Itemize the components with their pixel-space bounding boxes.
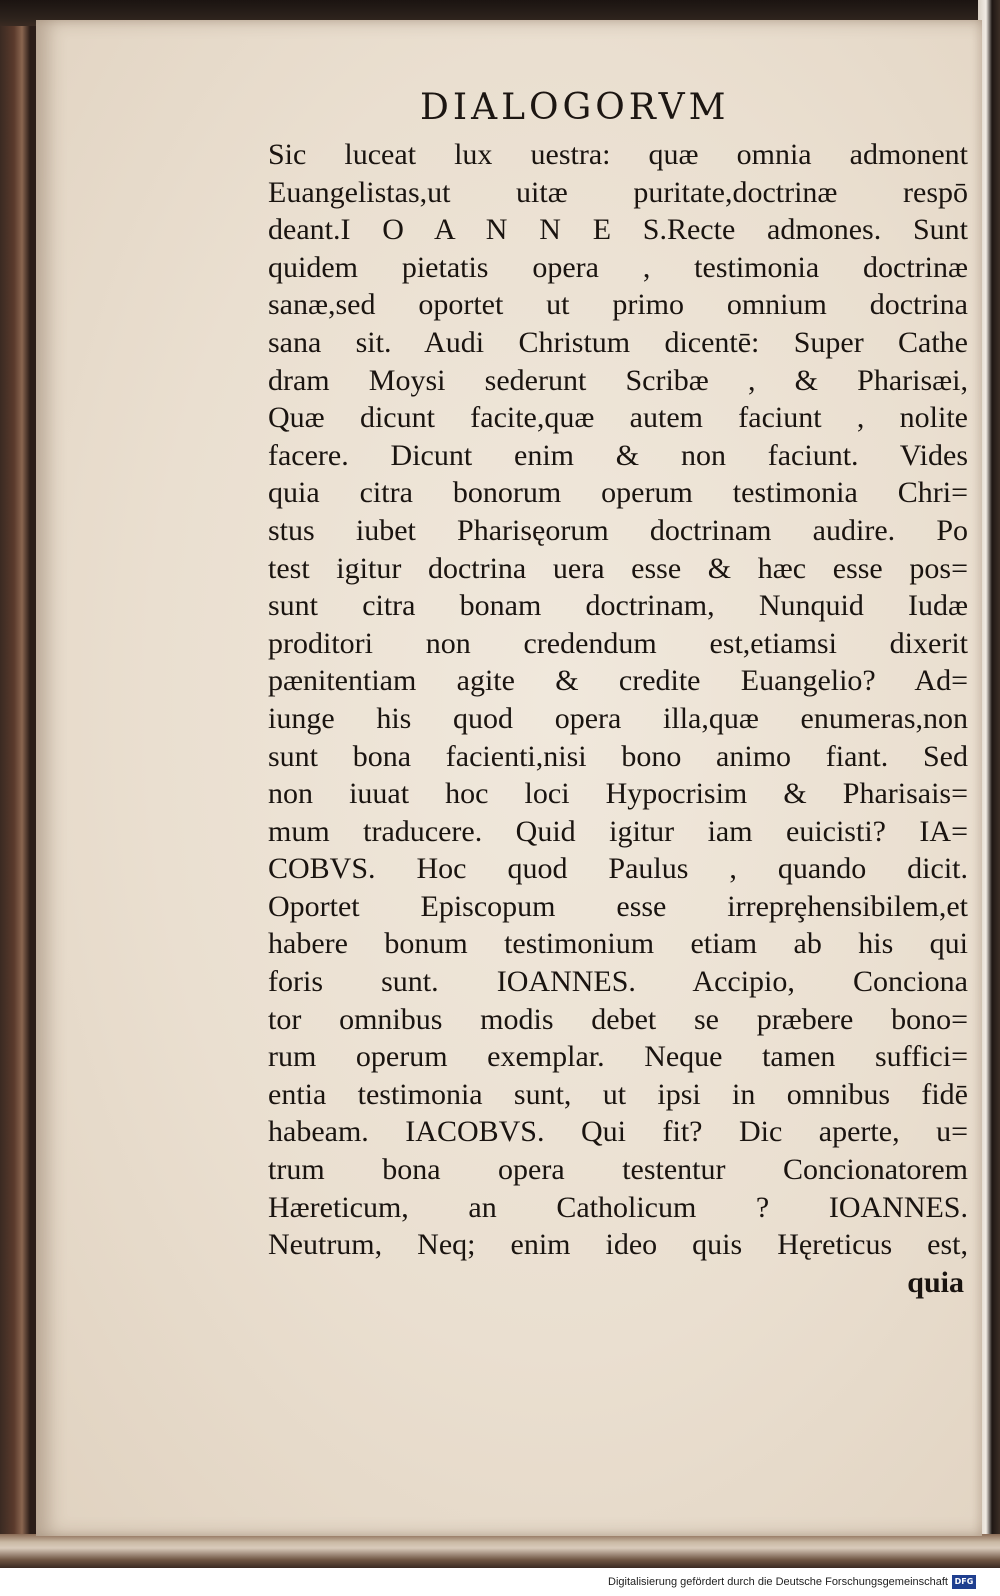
running-head: DIALOGORVM: [420, 87, 730, 128]
text-line: non iuuat hoc loci Hypocrisim & Pharisais=: [268, 777, 968, 811]
text-line: mum traducere. Quid igitur iam euicisti? IA=: [268, 814, 968, 848]
text-line: trum bona opera testentur Concionatorem: [268, 1153, 968, 1187]
dfg-logo-icon: DFG: [952, 1575, 976, 1589]
text-line: Sic luceat lux uestra: quæ omnia admonent: [268, 138, 968, 171]
text-line: dram Moysi sederunt Scribæ , & Pharisæi,: [268, 363, 968, 397]
page-text: [268, 136, 968, 1316]
text-line: entia testimonia sunt, ut ipsi in omnibus fidē: [268, 1077, 968, 1111]
text-line: tor omnibus modis debet se præbere bono=: [268, 1002, 968, 1036]
text-line: sanæ,sed oportet ut primo omnium doctrina: [268, 288, 968, 322]
text-line: sana sit. Audi Christum dicentē: Super Cathe: [268, 325, 968, 359]
text-line: Neutrum, Neq; enim ideo quis Hęreticus est,: [268, 1228, 968, 1262]
text-line: pænitentiam agite & credite Euangelio? Ad=: [268, 664, 968, 698]
funding-credit: Digitalisierung gefördert durch die Deutsche Forschungsgemeinschaft: [608, 1576, 948, 1588]
text-line: test igitur doctrina uera esse & hæc esse pos=: [268, 551, 968, 585]
text-line: iunge his quod opera illa,quæ enumeras,non: [268, 701, 968, 735]
text-line: proditori non credendum est,etiamsi dixerit: [268, 626, 968, 660]
catchword: quia: [907, 1265, 964, 1299]
text-line: deant.I O A N N E S.Recte admones. Sunt: [268, 213, 968, 247]
text-line: Hæreticum, an Catholicum ? IOANNES.: [268, 1190, 968, 1224]
text-line: rum operum exemplar. Neque tamen suffici=: [268, 1040, 968, 1074]
text-line: COBVS. Hoc quod Paulus , quando dicit.: [268, 852, 968, 886]
text-line: Euangelistas,ut uitæ puritate,doctrinæ respō: [268, 175, 968, 209]
text-line: stus iubet Pharisęorum doctrinam audire. Po: [268, 513, 968, 547]
text-line: habere bonum testimonium etiam ab his qui: [268, 927, 968, 961]
text-line: quidem pietatis opera , testimonia doctrinæ: [268, 250, 968, 284]
book-bottom-edge: [0, 1534, 1000, 1568]
text-line: quia citra bonorum operum testimonia Chri=: [268, 476, 968, 510]
text-line: habeam. IACOBVS. Qui fit? Dic aperte, u=: [268, 1115, 968, 1149]
text-line: sunt citra bonam doctrinam, Nunquid Iudæ: [268, 589, 968, 623]
text-line: Quæ dicunt facite,quæ autem faciunt , nolite: [268, 401, 968, 435]
text-line: Oportet Episcopum esse irreprȩhensibilem,et: [268, 889, 968, 923]
text-line: facere. Dicunt enim & non faciunt. Vides: [268, 438, 968, 472]
text-line: foris sunt. IOANNES. Accipio, Conciona: [268, 965, 968, 999]
text-line: sunt bona facienti,nisi bono animo fiant. Sed: [268, 739, 968, 773]
